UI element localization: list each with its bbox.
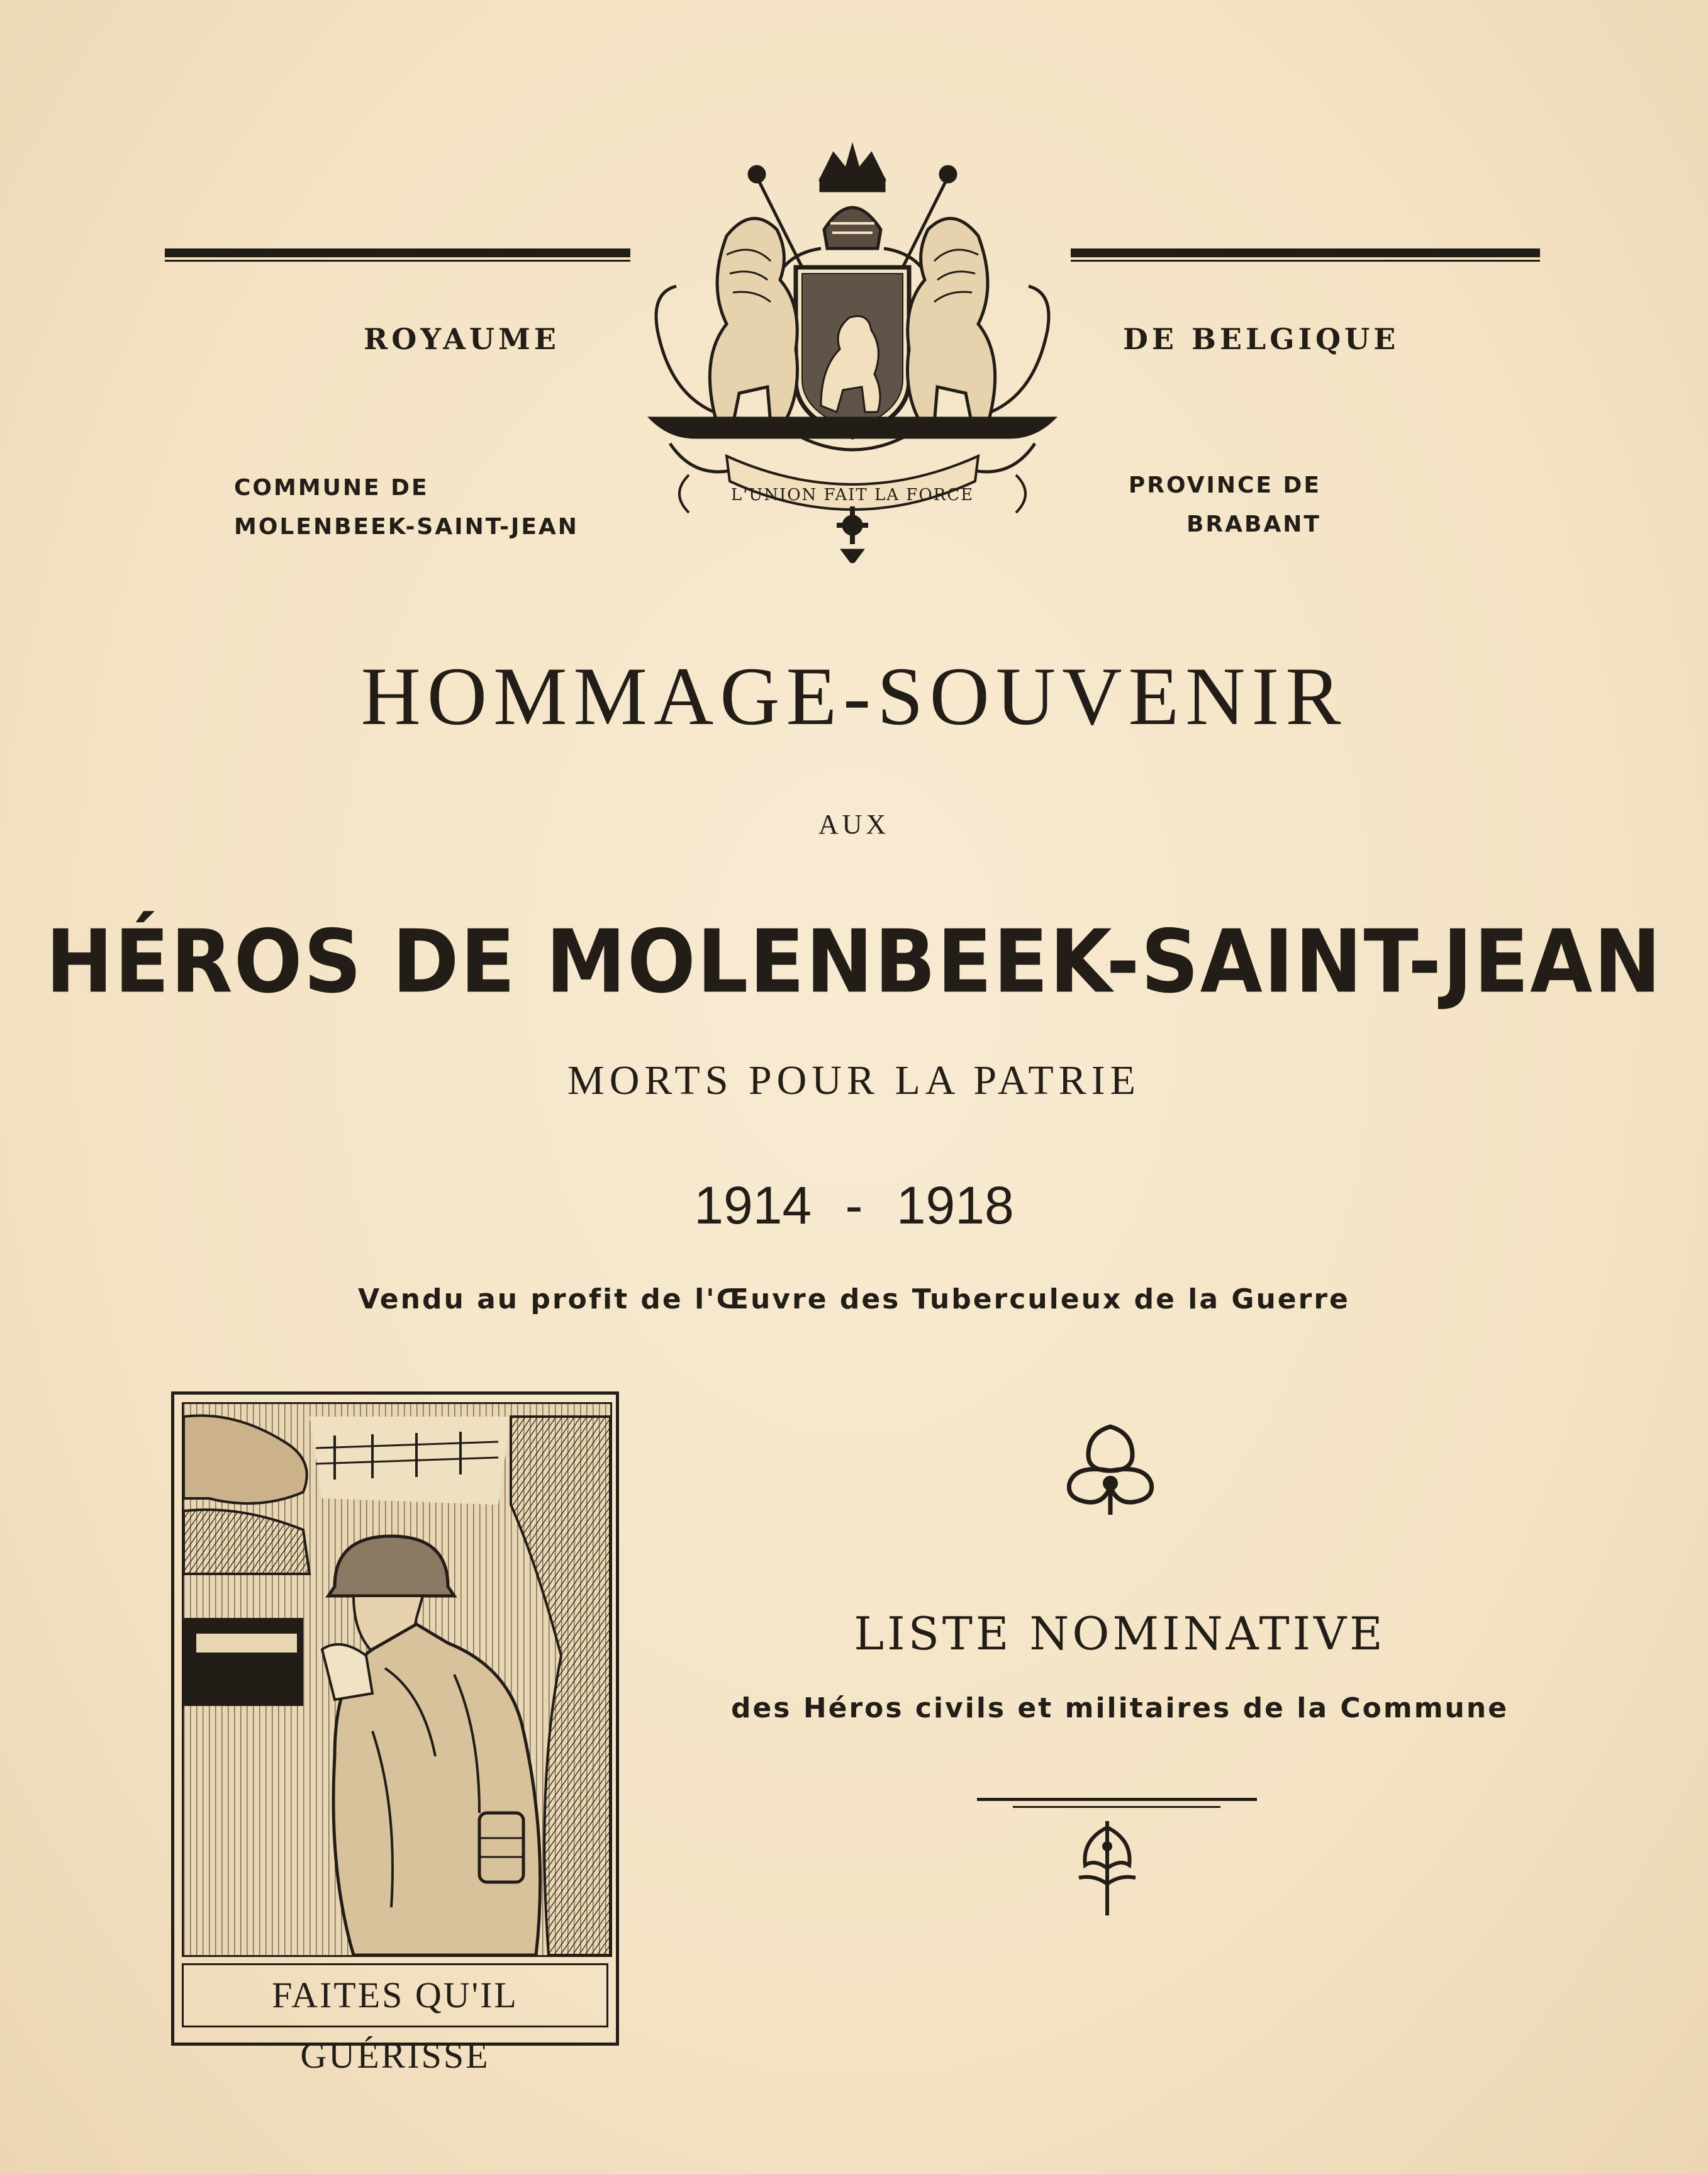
province-line-1: PROVINCE DE	[1128, 472, 1321, 498]
bottom-divider	[977, 1798, 1257, 1801]
title-heros: HÉROS DE MOLENBEEK-SAINT-JEAN	[45, 911, 1663, 1013]
title-morts-pour-la-patrie: MORTS POUR LA PATRIE	[567, 1057, 1141, 1103]
soldier-illustration-frame	[171, 1391, 619, 2076]
title-years: 1914 - 1918	[694, 1176, 1014, 1235]
commune-block	[234, 469, 579, 547]
list-subheading: des Héros civils et militaires de la Commune	[730, 1692, 1509, 1724]
list-heading: LISTE NOMINATIVE	[854, 1607, 1386, 1660]
province-line-2: BRABANT	[1186, 511, 1321, 537]
commune-line-1: COMMUNE DE	[234, 475, 429, 501]
top-rule-left	[165, 248, 630, 257]
kingdom-label: ROYAUME	[364, 322, 560, 356]
title-aux: AUX	[818, 809, 890, 840]
floral-ornament-icon	[1063, 1420, 1158, 1521]
belgium-label: DE BELGIQUE	[1123, 322, 1400, 356]
title-hommage-souvenir: HOMMAGE-SOUVENIR	[360, 650, 1348, 742]
title-subtitle: Vendu au profit de l'Œuvre des Tuberculeux de la Guerre	[358, 1283, 1350, 1315]
bottom-divider-thin	[1013, 1806, 1220, 1808]
drop-ornament-icon	[1069, 1815, 1145, 1922]
commune-line-2: MOLENBEEK-SAINT-JEAN	[234, 514, 579, 540]
soldier-illustration	[182, 1402, 612, 1957]
illustration-caption: FAITES QU'IL GUÉRISSE	[182, 1963, 608, 2027]
motto-text: L'UNION FAIT LA FORCE	[730, 486, 974, 504]
top-rule-right	[1071, 248, 1540, 257]
belgian-coat-of-arms-emblem	[632, 142, 1073, 563]
province-block	[1125, 466, 1321, 544]
